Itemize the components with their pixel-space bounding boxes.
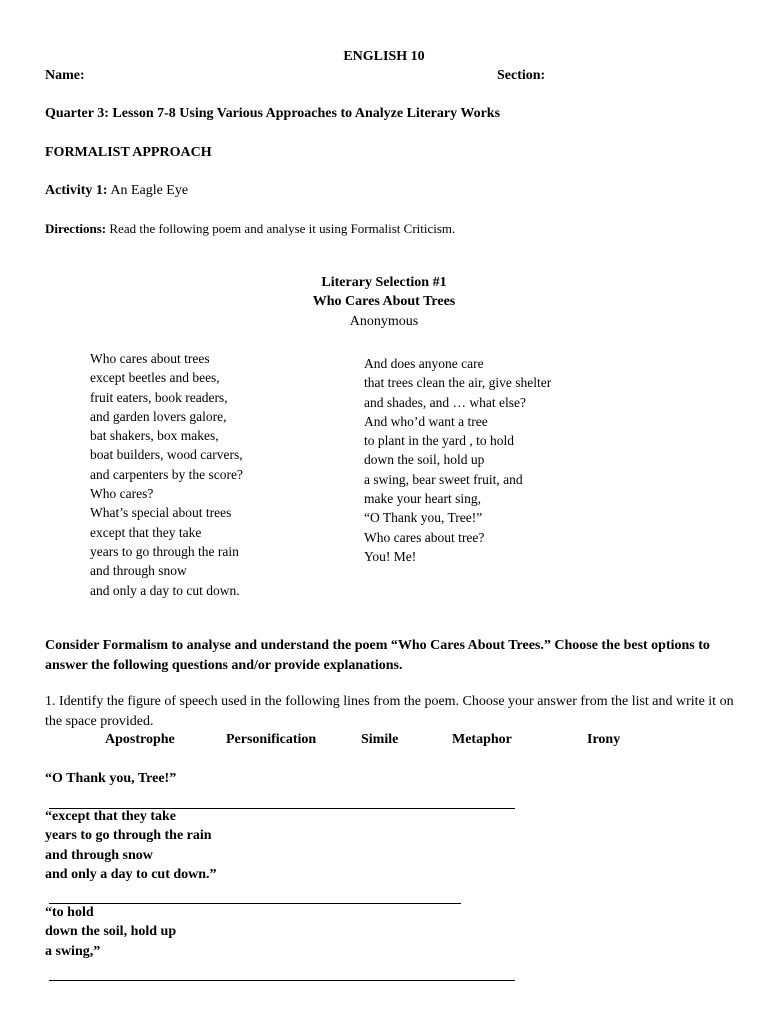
activity-line — [45, 181, 188, 200]
quoted-text: a swing,” — [45, 943, 101, 959]
quoted-line: “except that they take — [45, 809, 177, 824]
selection-label: Literary Selection #1 — [321, 275, 447, 290]
lesson-title: Quarter 3: Lesson 7-8 Using Various Approaches to Analyze Literary Works — [45, 106, 501, 121]
answer-item-2 — [45, 807, 461, 884]
poem-line: What’s special about trees — [90, 505, 232, 521]
instructions: Consider Formalism to analyse and understand the poem “Who Cares About Trees.” Choose the best options to answer the following questions and/or provide explanations. — [45, 638, 710, 673]
poem-line: and shades, and … what else? — [364, 394, 526, 410]
poem-line: And does anyone care — [364, 356, 484, 371]
poem-line: a swing, bear sweet fruit, and — [364, 471, 523, 487]
choice-apostrophe: Apostrophe — [105, 732, 175, 747]
poem-left-column — [90, 349, 243, 600]
choice-personification: Personification — [226, 732, 317, 747]
quoted-line: “to hold — [45, 905, 94, 920]
poem-line: and through snow — [90, 563, 187, 579]
poem-line: that trees clean the air, give shelter — [364, 375, 552, 391]
quoted-line: years to go through the rain — [45, 828, 212, 844]
quoted-line — [45, 865, 461, 884]
answer-item-1 — [45, 769, 515, 788]
answer-blank[interactable] — [49, 961, 515, 981]
choice-simile: Simile — [361, 732, 399, 747]
choice-irony: Irony — [587, 732, 621, 747]
name-label: Name: — [45, 68, 85, 83]
answer-blank[interactable] — [49, 788, 515, 808]
section-label: Section: — [497, 68, 546, 83]
quoted-line: and through snow — [45, 847, 153, 863]
poem-right-column — [364, 354, 551, 566]
poem-line: Who cares about tree? — [364, 529, 485, 545]
poem-line: years to go through the rain — [90, 543, 239, 559]
poem-line: and carpenters by the score? — [90, 466, 243, 482]
poem-line: and only a day to cut down. — [90, 582, 240, 598]
quoted-line — [45, 942, 515, 961]
directions-line — [45, 219, 455, 238]
answer-item-3 — [45, 903, 515, 961]
poem-line: make your heart sing, — [364, 491, 481, 507]
quoted-line — [45, 769, 515, 788]
poem-line: And who’d want a tree — [364, 413, 488, 429]
poem-line: Who cares about trees — [90, 351, 210, 366]
poem-line: except beetles and bees, — [90, 370, 220, 386]
poem-line: bat shakers, box makes, — [90, 428, 219, 444]
poem-line: to plant in the yard , to hold — [364, 433, 514, 449]
poem-line: except that they take — [90, 524, 202, 540]
answer-blank[interactable] — [49, 884, 461, 904]
poem-line: You! Me! — [364, 548, 417, 564]
poem-line: down the soil, hold up — [364, 452, 485, 468]
poem-line: fruit eaters, book readers, — [90, 389, 228, 405]
quoted-text: and only a day to cut down.” — [45, 866, 217, 882]
directions-text: Read the following poem and analyse it using Formalist Criticism. — [109, 221, 456, 236]
poem-line: boat builders, wood carvers, — [90, 447, 243, 463]
approach-heading: FORMALIST APPROACH — [45, 145, 212, 160]
question-1-text: 1. Identify the figure of speech used in the following lines from the poem. Choose your answer from the list and write it on the space provided. — [45, 694, 734, 729]
quoted-line: down the soil, hold up — [45, 924, 177, 940]
poem-line: and garden lovers galore, — [90, 408, 227, 424]
course-title: ENGLISH 10 — [343, 49, 425, 64]
directions-label: Directions: — [45, 221, 107, 236]
choice-metaphor: Metaphor — [452, 732, 512, 747]
activity-label: Activity 1: — [45, 183, 108, 198]
poem-line: Who cares? — [90, 486, 154, 502]
poem-author: Anonymous — [349, 314, 419, 329]
activity-title: An Eagle Eye — [110, 183, 189, 198]
quoted-text: “O Thank you, Tree!” — [45, 771, 177, 786]
poem-title: Who Cares About Trees — [312, 294, 456, 309]
poem-line: “O Thank you, Tree!” — [364, 510, 483, 526]
